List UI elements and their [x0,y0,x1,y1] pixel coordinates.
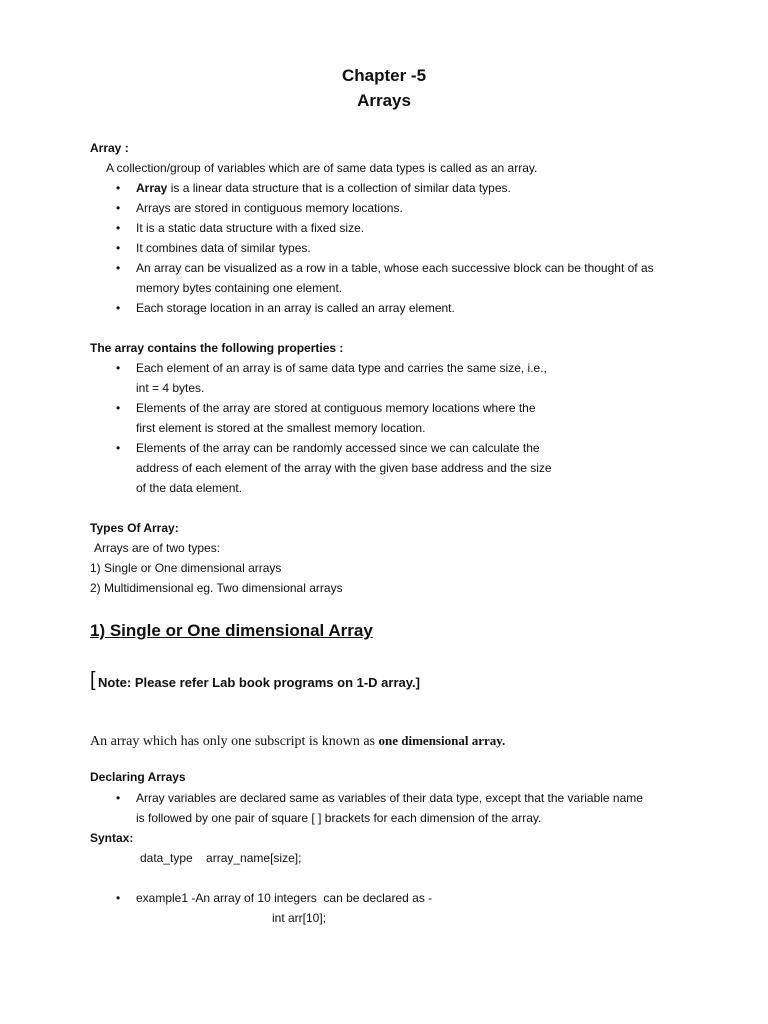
array-bullet-5-line-1: An array can be visualized as a row in a table, whose each successive block can be thought of as [136,261,654,275]
bullet-glyph: • [116,441,121,455]
bullet-glyph: • [116,301,121,315]
example-code: int arr[10]; [272,911,327,925]
array-bullet-1-bold: Array [136,181,168,195]
array-bullet-1 [136,178,511,198]
property-3-line-1: Elements of the array can be randomly accessed since we can calculate the [136,441,540,455]
bullet-glyph: • [116,401,121,415]
bullet-glyph: • [116,261,121,275]
definition-line [90,730,505,753]
array-bullet-5-line-2: memory bytes containing one element. [136,281,343,295]
property-3-line-2: address of each element of the array with the given base address and the size [136,461,552,475]
note-text: Note: Please refer Lab book programs on 1-D array.] [98,675,420,690]
definition-plain: An array which has only one subscript is known as [90,734,379,749]
example-line: example1 -An array of 10 integers can be declared as - [136,891,433,905]
array-bullet-2: Arrays are stored in contiguous memory locations. [136,201,403,215]
types-intro: Arrays are of two types: [94,541,221,555]
array-bullet-3: It is a static data structure with a fixed size. [136,221,365,235]
bullet-glyph: • [116,361,121,375]
array-bullet-1-rest: is a linear data structure that is a collection of similar data types. [167,181,511,195]
properties-heading: The array contains the following properties : [90,341,344,355]
chapter-number: Chapter -5 [341,66,427,85]
bullet-glyph: • [116,221,121,235]
chapter-title: Arrays [357,91,411,110]
array-bullet-4: It combines data of similar types. [136,241,311,255]
property-2-line-2: first element is stored at the smallest memory location. [136,421,426,435]
array-bullet-6: Each storage location in an array is called an array element. [136,301,455,315]
declaring-bullet-line-1: Array variables are declared same as variables of their data type, except that the variable name [136,791,643,805]
array-heading: Array : [90,141,129,155]
types-heading: Types Of Array: [90,521,179,535]
bullet-glyph: • [116,201,121,215]
note-open-bracket: [ [90,669,96,691]
syntax-label: Syntax: [90,831,134,845]
bullet-glyph: • [116,181,121,195]
one-d-heading: 1) Single or One dimensional Array [90,621,373,640]
property-1-line-2: int = 4 bytes. [136,381,205,395]
property-3-line-3: of the data element. [136,481,243,495]
array-intro: A collection/group of variables which are of same data types is called as an array. [106,161,538,175]
declaring-heading: Declaring Arrays [90,770,186,784]
types-item-1: 1) Single or One dimensional arrays [90,561,282,575]
declaring-bullet-line-2: is followed by one pair of square [ ] brackets for each dimension of the array. [136,811,542,825]
syntax-code: data_type array_name[size]; [140,851,302,865]
definition-bold: one dimensional array. [378,733,506,748]
bullet-glyph: • [116,241,121,255]
property-2-line-1: Elements of the array are stored at contiguous memory locations where the [136,401,536,415]
types-item-2: 2) Multidimensional eg. Two dimensional arrays [90,581,343,595]
bullet-glyph: • [116,891,121,905]
property-1-line-1: Each element of an array is of same data type and carries the same size, i.e., [136,361,547,375]
bullet-glyph: • [116,791,121,805]
